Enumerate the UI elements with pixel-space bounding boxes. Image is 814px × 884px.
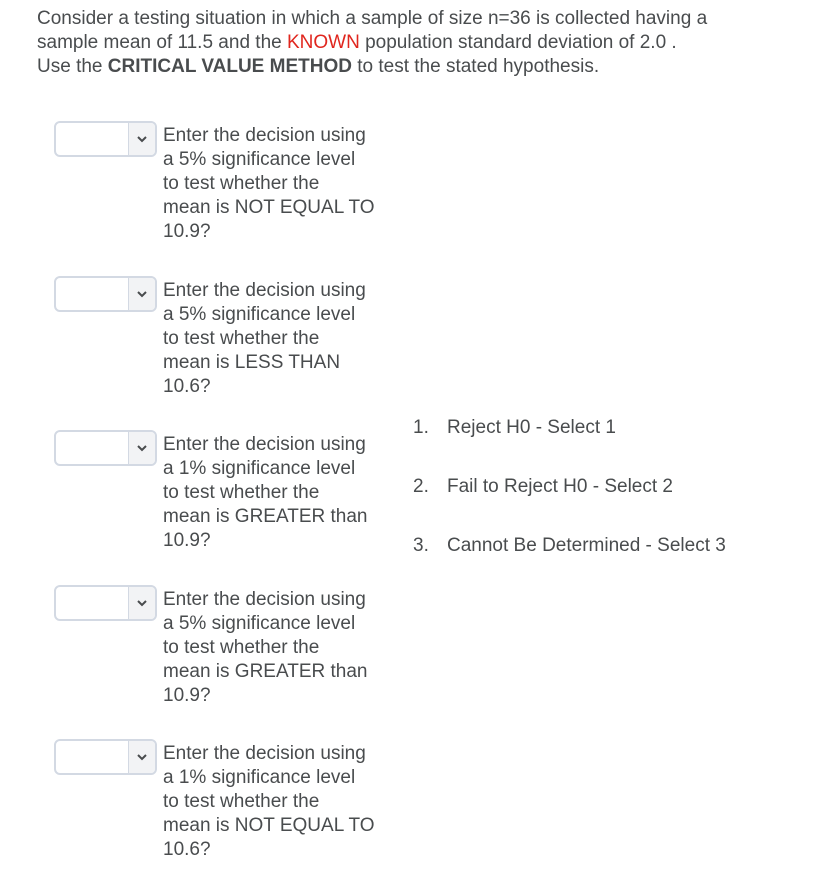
option-label: Cannot Be Determined - Select 3 bbox=[447, 535, 726, 556]
question-text bbox=[163, 433, 393, 553]
option-number: 3. bbox=[413, 535, 429, 556]
intro-line-3a: Use the bbox=[37, 56, 108, 77]
chevron-down-icon bbox=[137, 291, 147, 298]
dropdown-button[interactable] bbox=[128, 741, 155, 773]
question-line: mean is LESS THAN bbox=[163, 352, 341, 373]
decision-select-value bbox=[56, 278, 108, 310]
decision-select-value bbox=[56, 741, 108, 773]
option-label: Reject H0 - Select 1 bbox=[447, 417, 616, 438]
question-line: to test whether the bbox=[163, 637, 320, 658]
question-intro bbox=[37, 7, 797, 79]
option-number: 1. bbox=[413, 417, 429, 438]
question-line: a 1% significance level bbox=[163, 767, 356, 788]
question-line: to test whether the bbox=[163, 791, 320, 812]
dropdown-button[interactable] bbox=[128, 432, 155, 464]
intro-line-2a: sample mean of 11.5 and the bbox=[37, 32, 287, 53]
question-line: a 5% significance level bbox=[163, 149, 356, 170]
decision-select-value bbox=[56, 432, 108, 464]
dropdown-button[interactable] bbox=[128, 587, 155, 619]
question-line: Enter the decision using bbox=[163, 589, 366, 610]
option-item bbox=[413, 475, 673, 499]
chevron-down-icon bbox=[137, 754, 147, 761]
question-line: a 5% significance level bbox=[163, 304, 356, 325]
question-line: mean is NOT EQUAL TO bbox=[163, 815, 375, 836]
question-line: a 5% significance level bbox=[163, 613, 356, 634]
dropdown-button[interactable] bbox=[128, 278, 155, 310]
chevron-down-icon bbox=[137, 445, 147, 452]
question-line: Enter the decision using bbox=[163, 434, 366, 455]
question-line: Enter the decision using bbox=[163, 280, 366, 301]
question-text bbox=[163, 588, 393, 708]
question-line: Enter the decision using bbox=[163, 743, 366, 764]
known-highlight: KNOWN bbox=[286, 32, 360, 53]
option-number: 2. bbox=[413, 476, 429, 497]
question-line: mean is GREATER than bbox=[163, 661, 368, 682]
decision-select[interactable] bbox=[54, 585, 157, 621]
chevron-down-icon bbox=[137, 136, 147, 143]
option-item bbox=[413, 534, 726, 558]
decision-select[interactable] bbox=[54, 276, 157, 312]
decision-select[interactable] bbox=[54, 739, 157, 775]
decision-select-value bbox=[56, 123, 108, 155]
chevron-down-icon bbox=[137, 600, 147, 607]
question-line: mean is NOT EQUAL TO bbox=[163, 197, 375, 218]
question-line: mean is GREATER than bbox=[163, 506, 368, 527]
intro-line-3b: to test the stated hypothesis. bbox=[351, 56, 600, 77]
decision-select[interactable] bbox=[54, 121, 157, 157]
question-line: 10.6? bbox=[163, 839, 211, 860]
question-line: 10.9? bbox=[163, 530, 211, 551]
option-label: Fail to Reject H0 - Select 2 bbox=[447, 476, 673, 497]
question-line: to test whether the bbox=[163, 482, 320, 503]
question-text bbox=[163, 279, 393, 399]
intro-line-1: Consider a testing situation in which a sample of size n=36 is collected having a bbox=[37, 8, 708, 29]
question-text bbox=[163, 124, 393, 244]
dropdown-button[interactable] bbox=[128, 123, 155, 155]
question-line: 10.9? bbox=[163, 685, 211, 706]
question-line: 10.9? bbox=[163, 221, 211, 242]
decision-select[interactable] bbox=[54, 430, 157, 466]
question-line: 10.6? bbox=[163, 376, 211, 397]
question-line: a 1% significance level bbox=[163, 458, 356, 479]
question-line: Enter the decision using bbox=[163, 125, 366, 146]
option-item bbox=[413, 416, 616, 440]
question-line: to test whether the bbox=[163, 173, 320, 194]
intro-line-2b: population standard deviation of 2.0 . bbox=[359, 32, 677, 53]
question-line: to test whether the bbox=[163, 328, 320, 349]
question-text bbox=[163, 742, 393, 862]
method-highlight: CRITICAL VALUE METHOD bbox=[107, 56, 352, 77]
decision-select-value bbox=[56, 587, 108, 619]
